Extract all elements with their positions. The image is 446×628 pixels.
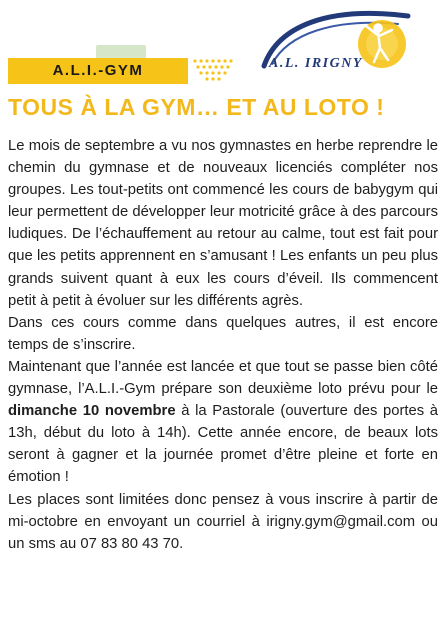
paragraph-2: Dans ces cours comme dans quelques autres, il est encore temps de s’inscrire. — [8, 314, 438, 353]
al-irigny-logo — [258, 4, 434, 84]
logo-text: A.L. IRIGNY — [269, 56, 363, 71]
loto-date: dimanche 10 novembre — [8, 403, 176, 420]
section-label: A.L.I.-GYM — [52, 62, 144, 79]
paragraph-3-end: à la Pastorale (ouverture des portes à 13h, début du loto à 14h). Cette année encore, de beaux lots seront à gagner et la journée promet d’être pleine et forte en émotion ! — [8, 403, 438, 486]
paragraph-4: Les places sont limitées donc pensez à vous inscrire à partir de mi-octobre en envoyant un courriel à irigny.gym@gmail.com ou un sms au 07 83 80 43 70. — [8, 491, 438, 552]
article-title: TOUS À LA GYM… ET AU LOTO ! — [8, 94, 385, 120]
paragraph-3-start: Maintenant que l’année est lancée et que tout se passe bien côté gymnase, l’A.L.I.-Gym prépare son deuxième loto prévu pour le — [8, 358, 438, 398]
article-body — [8, 135, 438, 555]
paragraph-1: Le mois de septembre a vu nos gymnastes en herbe reprendre le chemin du gymnase et de nouveaux licenciés compléter nos groupes. Les tout-petits ont commencé les cours de babygym qui leur permettent de développer leur motricité grâce à des parcours ludiques. De l’échauffement au retour au calme, tout est fait pour que les petits apprennent en s’amusant ! Les enfants un peu plus grands suivent quant à eux les cours d’éveil. Ils commencent petit à petit à évoluer sur les différents agrès. — [8, 138, 438, 309]
header — [0, 0, 446, 92]
dot-pattern-decoration — [192, 58, 236, 84]
paragraph-3 — [8, 356, 438, 489]
